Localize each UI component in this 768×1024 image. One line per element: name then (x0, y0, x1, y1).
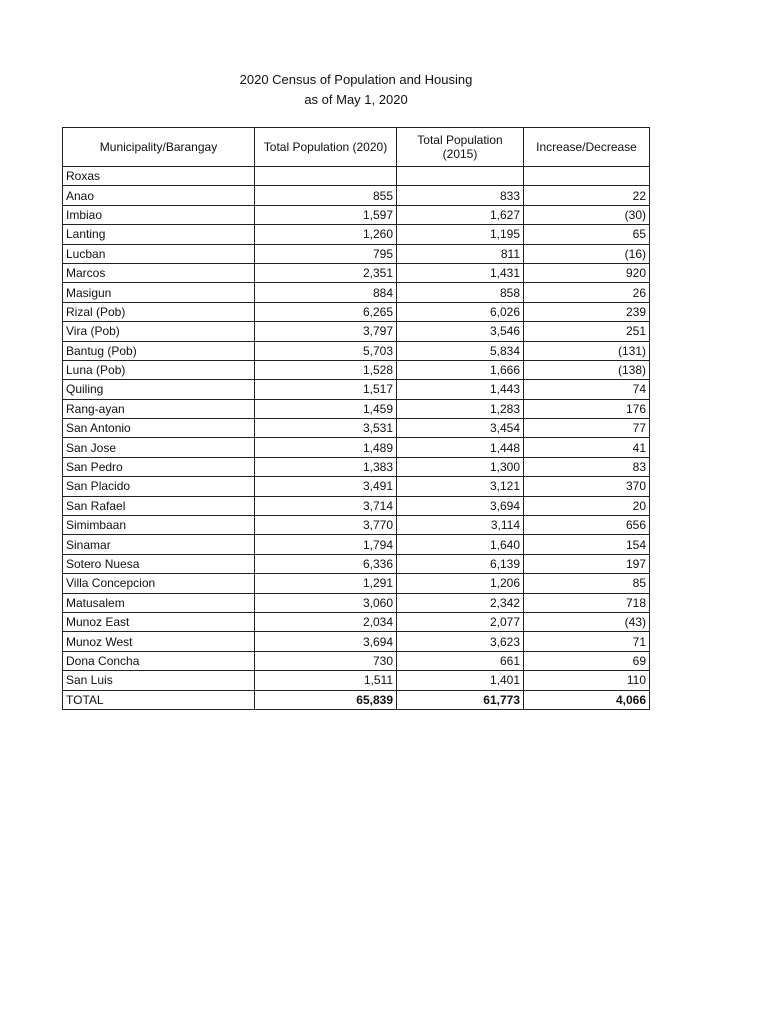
barangay-name: Rizal (Pob) (63, 302, 255, 321)
increase-decrease: 41 (524, 438, 650, 457)
table-row (63, 341, 650, 360)
table-row (63, 457, 650, 476)
increase-decrease: 176 (524, 399, 650, 418)
population-2015: 2,077 (397, 612, 524, 631)
barangay-name: Luna (Pob) (63, 360, 255, 379)
increase-decrease: 154 (524, 535, 650, 554)
table-row (63, 322, 650, 341)
increase-decrease: 239 (524, 302, 650, 321)
barangay-name: Munoz East (63, 612, 255, 631)
table-row (63, 516, 650, 535)
total-increase-decrease: 4,066 (524, 690, 650, 709)
table-row (63, 612, 650, 631)
population-2020: 3,714 (255, 496, 397, 515)
empty-cell (524, 167, 650, 186)
population-2020: 1,489 (255, 438, 397, 457)
table-row (63, 535, 650, 554)
population-2015: 858 (397, 283, 524, 302)
population-2015: 1,443 (397, 380, 524, 399)
barangay-name: Rang-ayan (63, 399, 255, 418)
table-row (63, 205, 650, 224)
increase-decrease: (138) (524, 360, 650, 379)
population-2015: 3,623 (397, 632, 524, 651)
barangay-name: Sotero Nuesa (63, 554, 255, 573)
population-2015: 3,454 (397, 419, 524, 438)
population-2015: 811 (397, 244, 524, 263)
barangay-name: San Placido (63, 477, 255, 496)
population-2015: 5,834 (397, 341, 524, 360)
total-population-2020: 65,839 (255, 690, 397, 709)
barangay-name: Marcos (63, 263, 255, 282)
table-row (63, 496, 650, 515)
population-2020: 5,703 (255, 341, 397, 360)
increase-decrease: 251 (524, 322, 650, 341)
group-row (63, 167, 650, 186)
population-2015: 1,195 (397, 225, 524, 244)
increase-decrease: 74 (524, 380, 650, 399)
increase-decrease: (16) (524, 244, 650, 263)
barangay-name: Lucban (63, 244, 255, 263)
table-row (63, 438, 650, 457)
population-2015: 1,401 (397, 671, 524, 690)
header-municipality: Municipality/Barangay (63, 128, 255, 167)
increase-decrease: 370 (524, 477, 650, 496)
population-2020: 1,291 (255, 574, 397, 593)
increase-decrease: 110 (524, 671, 650, 690)
increase-decrease: 83 (524, 457, 650, 476)
header-population-2015: Total Population (2015) (397, 128, 524, 167)
empty-cell (397, 167, 524, 186)
increase-decrease: 26 (524, 283, 650, 302)
barangay-name: Masigun (63, 283, 255, 302)
barangay-name: Bantug (Pob) (63, 341, 255, 360)
population-2020: 6,265 (255, 302, 397, 321)
population-2020: 3,491 (255, 477, 397, 496)
barangay-name: Matusalem (63, 593, 255, 612)
barangay-name: Lanting (63, 225, 255, 244)
census-table (62, 127, 650, 710)
increase-decrease: 65 (524, 225, 650, 244)
barangay-name: Quiling (63, 380, 255, 399)
table-row (63, 380, 650, 399)
population-2015: 3,114 (397, 516, 524, 535)
table-row (63, 399, 650, 418)
total-row (63, 690, 650, 709)
increase-decrease: 77 (524, 419, 650, 438)
population-2020: 855 (255, 186, 397, 205)
barangay-name: San Antonio (63, 419, 255, 438)
increase-decrease: 85 (524, 574, 650, 593)
barangay-name: Sinamar (63, 535, 255, 554)
population-2015: 1,627 (397, 205, 524, 224)
barangay-name: San Jose (63, 438, 255, 457)
population-2015: 1,206 (397, 574, 524, 593)
table-row (63, 477, 650, 496)
barangay-name: Dona Concha (63, 651, 255, 670)
barangay-name: Simimbaan (63, 516, 255, 535)
population-2015: 6,139 (397, 554, 524, 573)
population-2015: 3,546 (397, 322, 524, 341)
table-row (63, 632, 650, 651)
barangay-name: Villa Concepcion (63, 574, 255, 593)
population-2020: 1,528 (255, 360, 397, 379)
population-2015: 1,640 (397, 535, 524, 554)
increase-decrease: 71 (524, 632, 650, 651)
population-2015: 1,431 (397, 263, 524, 282)
population-2015: 1,300 (397, 457, 524, 476)
group-label: Roxas (63, 167, 255, 186)
barangay-name: San Rafael (63, 496, 255, 515)
population-2015: 1,283 (397, 399, 524, 418)
header-population-2020: Total Population (2020) (255, 128, 397, 167)
increase-decrease: (43) (524, 612, 650, 631)
table-row (63, 283, 650, 302)
population-2015: 1,448 (397, 438, 524, 457)
population-2015: 3,121 (397, 477, 524, 496)
document-title: 2020 Census of Population and Housing (239, 72, 473, 87)
population-2020: 1,260 (255, 225, 397, 244)
increase-decrease: 69 (524, 651, 650, 670)
population-2020: 2,351 (255, 263, 397, 282)
table-row (63, 593, 650, 612)
increase-decrease: 197 (524, 554, 650, 573)
population-2015: 661 (397, 651, 524, 670)
barangay-name: San Pedro (63, 457, 255, 476)
barangay-name: Vira (Pob) (63, 322, 255, 341)
population-2020: 3,770 (255, 516, 397, 535)
header-row (63, 128, 650, 167)
total-label: TOTAL (63, 690, 255, 709)
population-2020: 1,794 (255, 535, 397, 554)
barangay-name: Munoz West (63, 632, 255, 651)
population-2020: 884 (255, 283, 397, 302)
table-row (63, 574, 650, 593)
table-row (63, 186, 650, 205)
increase-decrease: 656 (524, 516, 650, 535)
table-row (63, 244, 650, 263)
population-2020: 3,694 (255, 632, 397, 651)
increase-decrease: 20 (524, 496, 650, 515)
increase-decrease: 718 (524, 593, 650, 612)
population-2020: 1,597 (255, 205, 397, 224)
barangay-name: San Luis (63, 671, 255, 690)
barangay-name: Imbiao (63, 205, 255, 224)
document-title-block (0, 70, 712, 110)
population-2020: 2,034 (255, 612, 397, 631)
population-2020: 1,459 (255, 399, 397, 418)
population-2015: 833 (397, 186, 524, 205)
population-2015: 1,666 (397, 360, 524, 379)
empty-cell (255, 167, 397, 186)
table-row (63, 419, 650, 438)
population-2020: 1,511 (255, 671, 397, 690)
population-2020: 730 (255, 651, 397, 670)
population-2015: 2,342 (397, 593, 524, 612)
barangay-name: Anao (63, 186, 255, 205)
table-row (63, 554, 650, 573)
table-row (63, 360, 650, 379)
population-2020: 3,797 (255, 322, 397, 341)
increase-decrease: 22 (524, 186, 650, 205)
population-2020: 1,517 (255, 380, 397, 399)
population-2015: 6,026 (397, 302, 524, 321)
header-increase-decrease: Increase/Decrease (524, 128, 650, 167)
population-2020: 795 (255, 244, 397, 263)
population-2020: 6,336 (255, 554, 397, 573)
table-row (63, 225, 650, 244)
document-subtitle: as of May 1, 2020 (304, 92, 408, 107)
increase-decrease: (131) (524, 341, 650, 360)
increase-decrease: (30) (524, 205, 650, 224)
population-2020: 3,060 (255, 593, 397, 612)
table-row (63, 302, 650, 321)
total-population-2015: 61,773 (397, 690, 524, 709)
table-row (63, 671, 650, 690)
population-2020: 1,383 (255, 457, 397, 476)
increase-decrease: 920 (524, 263, 650, 282)
table-row (63, 263, 650, 282)
table-row (63, 651, 650, 670)
population-2020: 3,531 (255, 419, 397, 438)
population-2015: 3,694 (397, 496, 524, 515)
